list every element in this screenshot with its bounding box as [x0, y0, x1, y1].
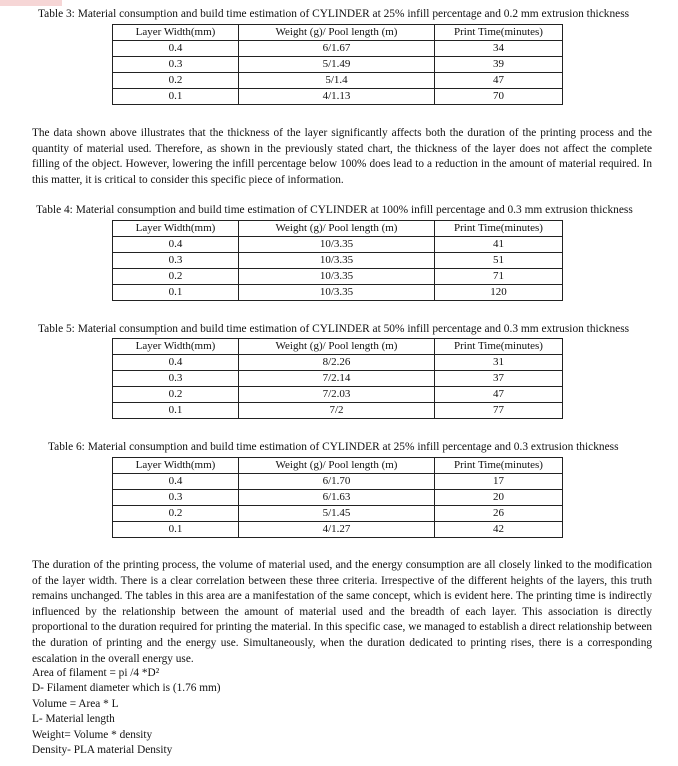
table-cell: 0.3 — [113, 253, 239, 269]
formula-density: Density- PLA material Density — [32, 744, 173, 756]
column-header: Layer Width(mm) — [113, 221, 239, 237]
table-cell: 7/2 — [239, 403, 435, 419]
table-cell: 0.2 — [113, 269, 239, 285]
table-row — [113, 403, 563, 419]
table-cell: 6/1.63 — [239, 490, 435, 506]
column-header: Weight (g)/ Pool length (m) — [239, 25, 435, 41]
formula-volume: Volume = Area * L — [32, 698, 119, 710]
table-cell: 120 — [435, 285, 563, 301]
table-cell: 5/1.4 — [239, 73, 435, 89]
table-cell: 0.3 — [113, 57, 239, 73]
table-cell: 7/2.14 — [239, 371, 435, 387]
table-header-row — [113, 339, 563, 355]
table-cell: 6/1.70 — [239, 474, 435, 490]
table-cell: 51 — [435, 253, 563, 269]
table-cell: 10/3.35 — [239, 269, 435, 285]
table-4 — [112, 220, 563, 301]
table-row — [113, 89, 563, 105]
column-header: Print Time(minutes) — [435, 458, 563, 474]
table-6 — [112, 457, 563, 538]
table-row — [113, 237, 563, 253]
table-cell: 0.1 — [113, 403, 239, 419]
column-header: Layer Width(mm) — [113, 339, 239, 355]
table-6-caption: Table 6: Material consumption and build time estimation of CYLINDER at 25% infill percentage and 0.3 extrusion thickness — [48, 441, 619, 453]
column-header: Weight (g)/ Pool length (m) — [239, 458, 435, 474]
table-cell: 41 — [435, 237, 563, 253]
table-cell: 0.2 — [113, 387, 239, 403]
table-cell: 37 — [435, 371, 563, 387]
table-cell: 34 — [435, 41, 563, 57]
table-row — [113, 506, 563, 522]
column-header: Weight (g)/ Pool length (m) — [239, 221, 435, 237]
formula-length: L- Material length — [32, 713, 115, 725]
column-header: Layer Width(mm) — [113, 25, 239, 41]
table-row — [113, 73, 563, 89]
table-row — [113, 269, 563, 285]
table-header-row — [113, 25, 563, 41]
table-5 — [112, 338, 563, 419]
table-5-caption: Table 5: Material consumption and build time estimation of CYLINDER at 50% infill percentage and 0.3 mm extrusion thickness — [38, 323, 630, 335]
table-header-row — [113, 458, 563, 474]
table-cell: 70 — [435, 89, 563, 105]
table-cell: 26 — [435, 506, 563, 522]
table-cell: 47 — [435, 73, 563, 89]
table-row — [113, 371, 563, 387]
table-cell: 4/1.13 — [239, 89, 435, 105]
table-row — [113, 253, 563, 269]
table-4-caption: Table 4: Material consumption and build time estimation of CYLINDER at 100% infill percentage and 0.3 mm extrusion thickness — [36, 204, 633, 216]
column-header: Weight (g)/ Pool length (m) — [239, 339, 435, 355]
table-cell: 0.4 — [113, 355, 239, 371]
formula-diameter: D- Filament diameter which is (1.76 mm) — [32, 682, 221, 694]
highlight-mark — [0, 0, 62, 6]
table-3 — [112, 24, 563, 105]
table-cell: 0.2 — [113, 506, 239, 522]
table-cell: 47 — [435, 387, 563, 403]
table-row — [113, 57, 563, 73]
table-row — [113, 522, 563, 538]
table-cell: 0.2 — [113, 73, 239, 89]
table-cell: 10/3.35 — [239, 253, 435, 269]
table-cell: 0.1 — [113, 285, 239, 301]
table-cell: 31 — [435, 355, 563, 371]
table-row — [113, 474, 563, 490]
table-header-row — [113, 221, 563, 237]
column-header: Print Time(minutes) — [435, 339, 563, 355]
table-row — [113, 387, 563, 403]
table-cell: 5/1.49 — [239, 57, 435, 73]
table-cell: 0.3 — [113, 371, 239, 387]
formula-area: Area of filament = pi /4 *D² — [32, 667, 160, 679]
table-row — [113, 355, 563, 371]
table-cell: 39 — [435, 57, 563, 73]
table-cell: 77 — [435, 403, 563, 419]
table-cell: 0.3 — [113, 490, 239, 506]
table-cell: 0.1 — [113, 89, 239, 105]
table-cell: 6/1.67 — [239, 41, 435, 57]
table-cell: 42 — [435, 522, 563, 538]
table-cell: 5/1.45 — [239, 506, 435, 522]
table-cell: 17 — [435, 474, 563, 490]
table-cell: 0.4 — [113, 41, 239, 57]
table-cell: 20 — [435, 490, 563, 506]
table-cell: 0.4 — [113, 237, 239, 253]
table-cell: 8/2.26 — [239, 355, 435, 371]
table-cell: 10/3.35 — [239, 285, 435, 301]
column-header: Layer Width(mm) — [113, 458, 239, 474]
table-row — [113, 41, 563, 57]
column-header: Print Time(minutes) — [435, 221, 563, 237]
table-cell: 4/1.27 — [239, 522, 435, 538]
table-cell: 0.1 — [113, 522, 239, 538]
table-cell: 0.4 — [113, 474, 239, 490]
column-header: Print Time(minutes) — [435, 25, 563, 41]
table-cell: 10/3.35 — [239, 237, 435, 253]
paragraph-2: The duration of the printing process, the volume of material used, and the energy consumption are all closely linked to the modification of the layer width. There is a clear correlation between these three criteria. Irrespective of the different heights of the layers, this truth remains unchanged. The tables in this area are a manifestation of the same concept, which is evident here. The printing time is indirectly influenced by the relationship between the amount of material used and the breadth of each layer. This association is directly proportional to the duration required for printing the material. In this specific case, we managed to establish a direct relationship between the duration of printing and the energy use. Simultaneously, when the duration dedicated to printing rises, there is a corresponding escalation in the overall energy use. — [32, 559, 652, 665]
formula-weight: Weight= Volume * density — [32, 729, 153, 741]
table-cell: 7/2.03 — [239, 387, 435, 403]
paragraph-1: The data shown above illustrates that the thickness of the layer significantly affects both the duration of the printing process and the quantity of material used. Therefore, as shown in the previously stated chart, the thickness of the layer does not affect the complete filling of the object. However, lowering the infill percentage below 100% does lead to a reduction in the amount of material required. In this matter, it is critical to consider this specific piece of information. — [32, 127, 652, 186]
table-row — [113, 490, 563, 506]
table-cell: 71 — [435, 269, 563, 285]
table-3-caption: Table 3: Material consumption and build time estimation of CYLINDER at 25% infill percentage and 0.2 mm extrusion thickness — [38, 8, 630, 20]
table-row — [113, 285, 563, 301]
